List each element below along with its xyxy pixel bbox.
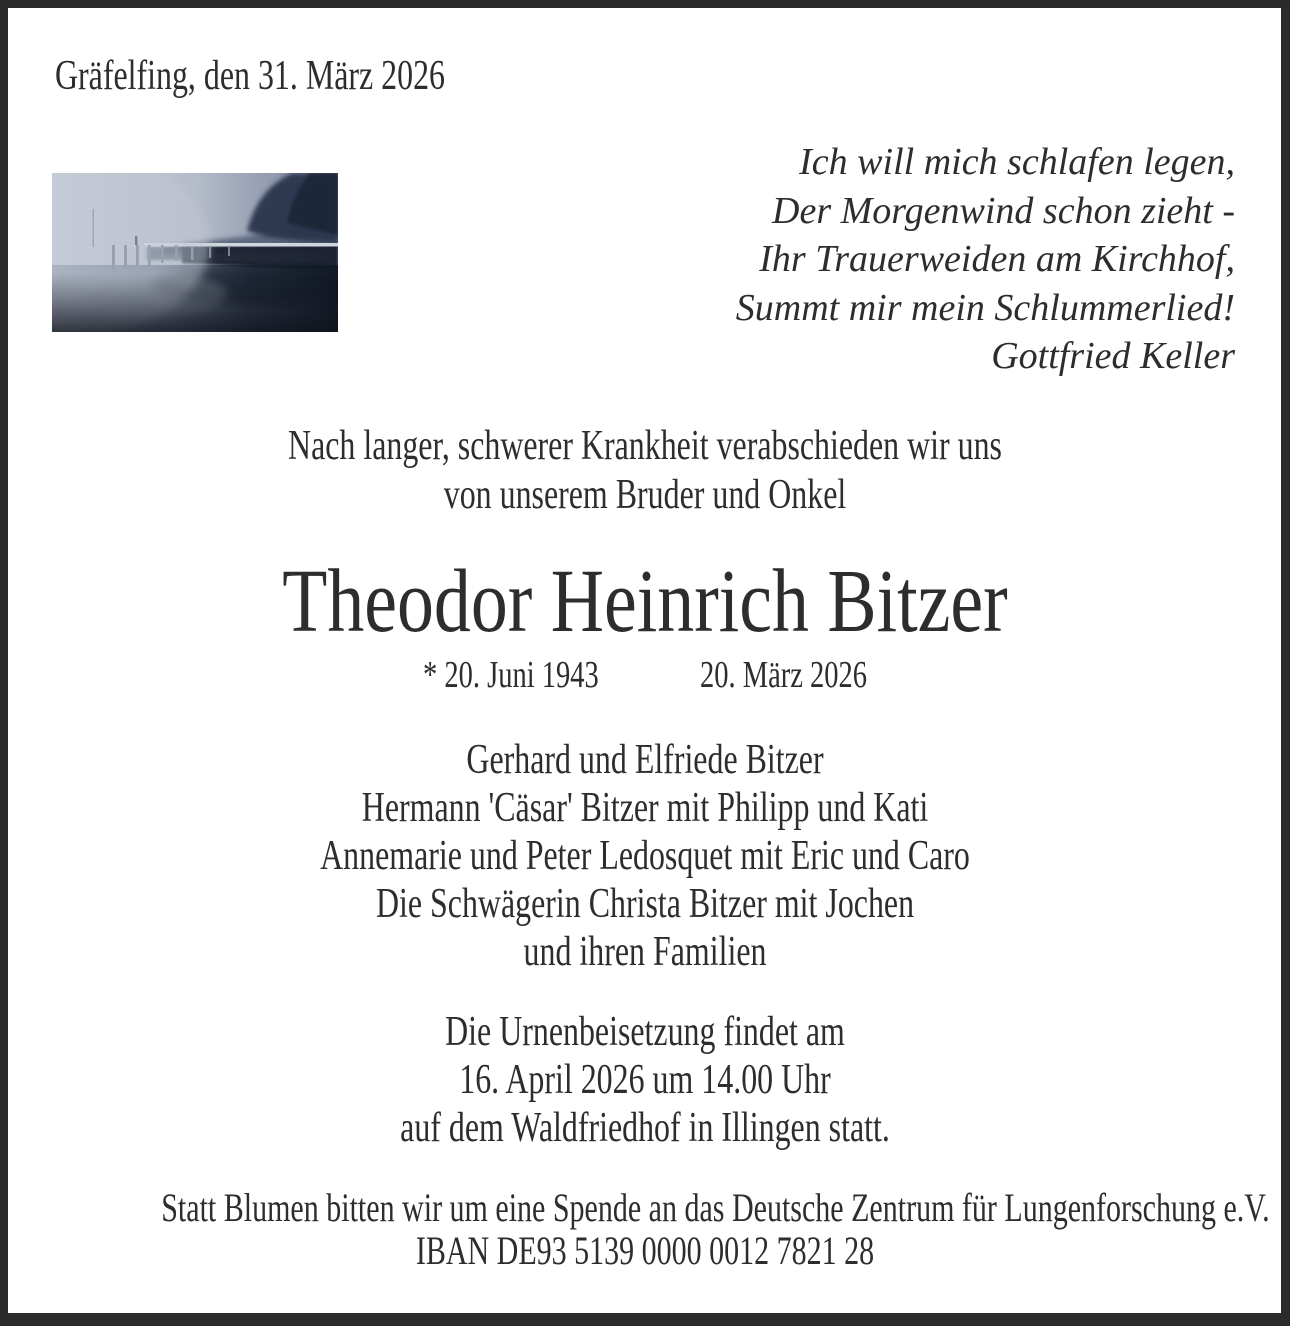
poem-line: Der Morgenwind schon zieht - — [772, 189, 1235, 232]
poem-line: Ihr Trauerweiden am Kirchhof, — [759, 238, 1235, 280]
dateline: Gräfelfing, den 31. März 2026 — [55, 53, 446, 99]
deceased-name: Theodor Heinrich Bitzer — [282, 552, 1008, 651]
funeral-line: Die Urnenbeisetzung findet am — [445, 1009, 845, 1055]
funeral-info — [155, 1008, 1135, 1152]
poem-line: Ich will mich schlafen legen, — [799, 141, 1235, 183]
donation-iban: IBAN DE93 5139 0000 0012 7821 28 — [415, 1228, 875, 1273]
mourner-line: Annemarie und Peter Ledosquet mit Eric und Caro — [320, 833, 970, 879]
poem — [736, 138, 1235, 381]
mourner-line: Gerhard und Elfriede Bitzer — [466, 737, 824, 783]
mourner-line: Die Schwägerin Christa Bitzer mit Jochen — [375, 881, 915, 927]
intro-line: Nach langer, schwerer Krankheit verabschieden wir uns — [288, 423, 1002, 469]
mourners-list — [155, 736, 1135, 976]
intro-line: von unserem Bruder und Onkel — [443, 472, 847, 518]
poem-author: Gottfried Keller — [991, 335, 1235, 377]
intro-text — [155, 422, 1135, 520]
birth-date: * 20. Juni 1943 — [422, 654, 599, 696]
foggy-lake-pier-image — [52, 173, 338, 332]
poem-line: Summt mir mein Schlummerlied! — [735, 286, 1235, 329]
mourner-line: und ihren Familien — [523, 929, 767, 975]
mourner-line: Hermann 'Cäsar' Bitzer mit Philipp und Kati — [361, 785, 929, 831]
life-dates — [161, 653, 1129, 697]
donation-line: Statt Blumen bitten wir um eine Spende an das Deutsche Zentrum für Lungenforschung e.V. — [161, 1185, 1270, 1230]
memorial-photo — [52, 173, 338, 332]
donation-info — [161, 1185, 1270, 1273]
funeral-line: auf dem Waldfriedhof in Illingen statt. — [400, 1105, 890, 1151]
death-date: 20. März 2026 — [699, 654, 868, 696]
funeral-line: 16. April 2026 um 14.00 Uhr — [459, 1057, 831, 1103]
